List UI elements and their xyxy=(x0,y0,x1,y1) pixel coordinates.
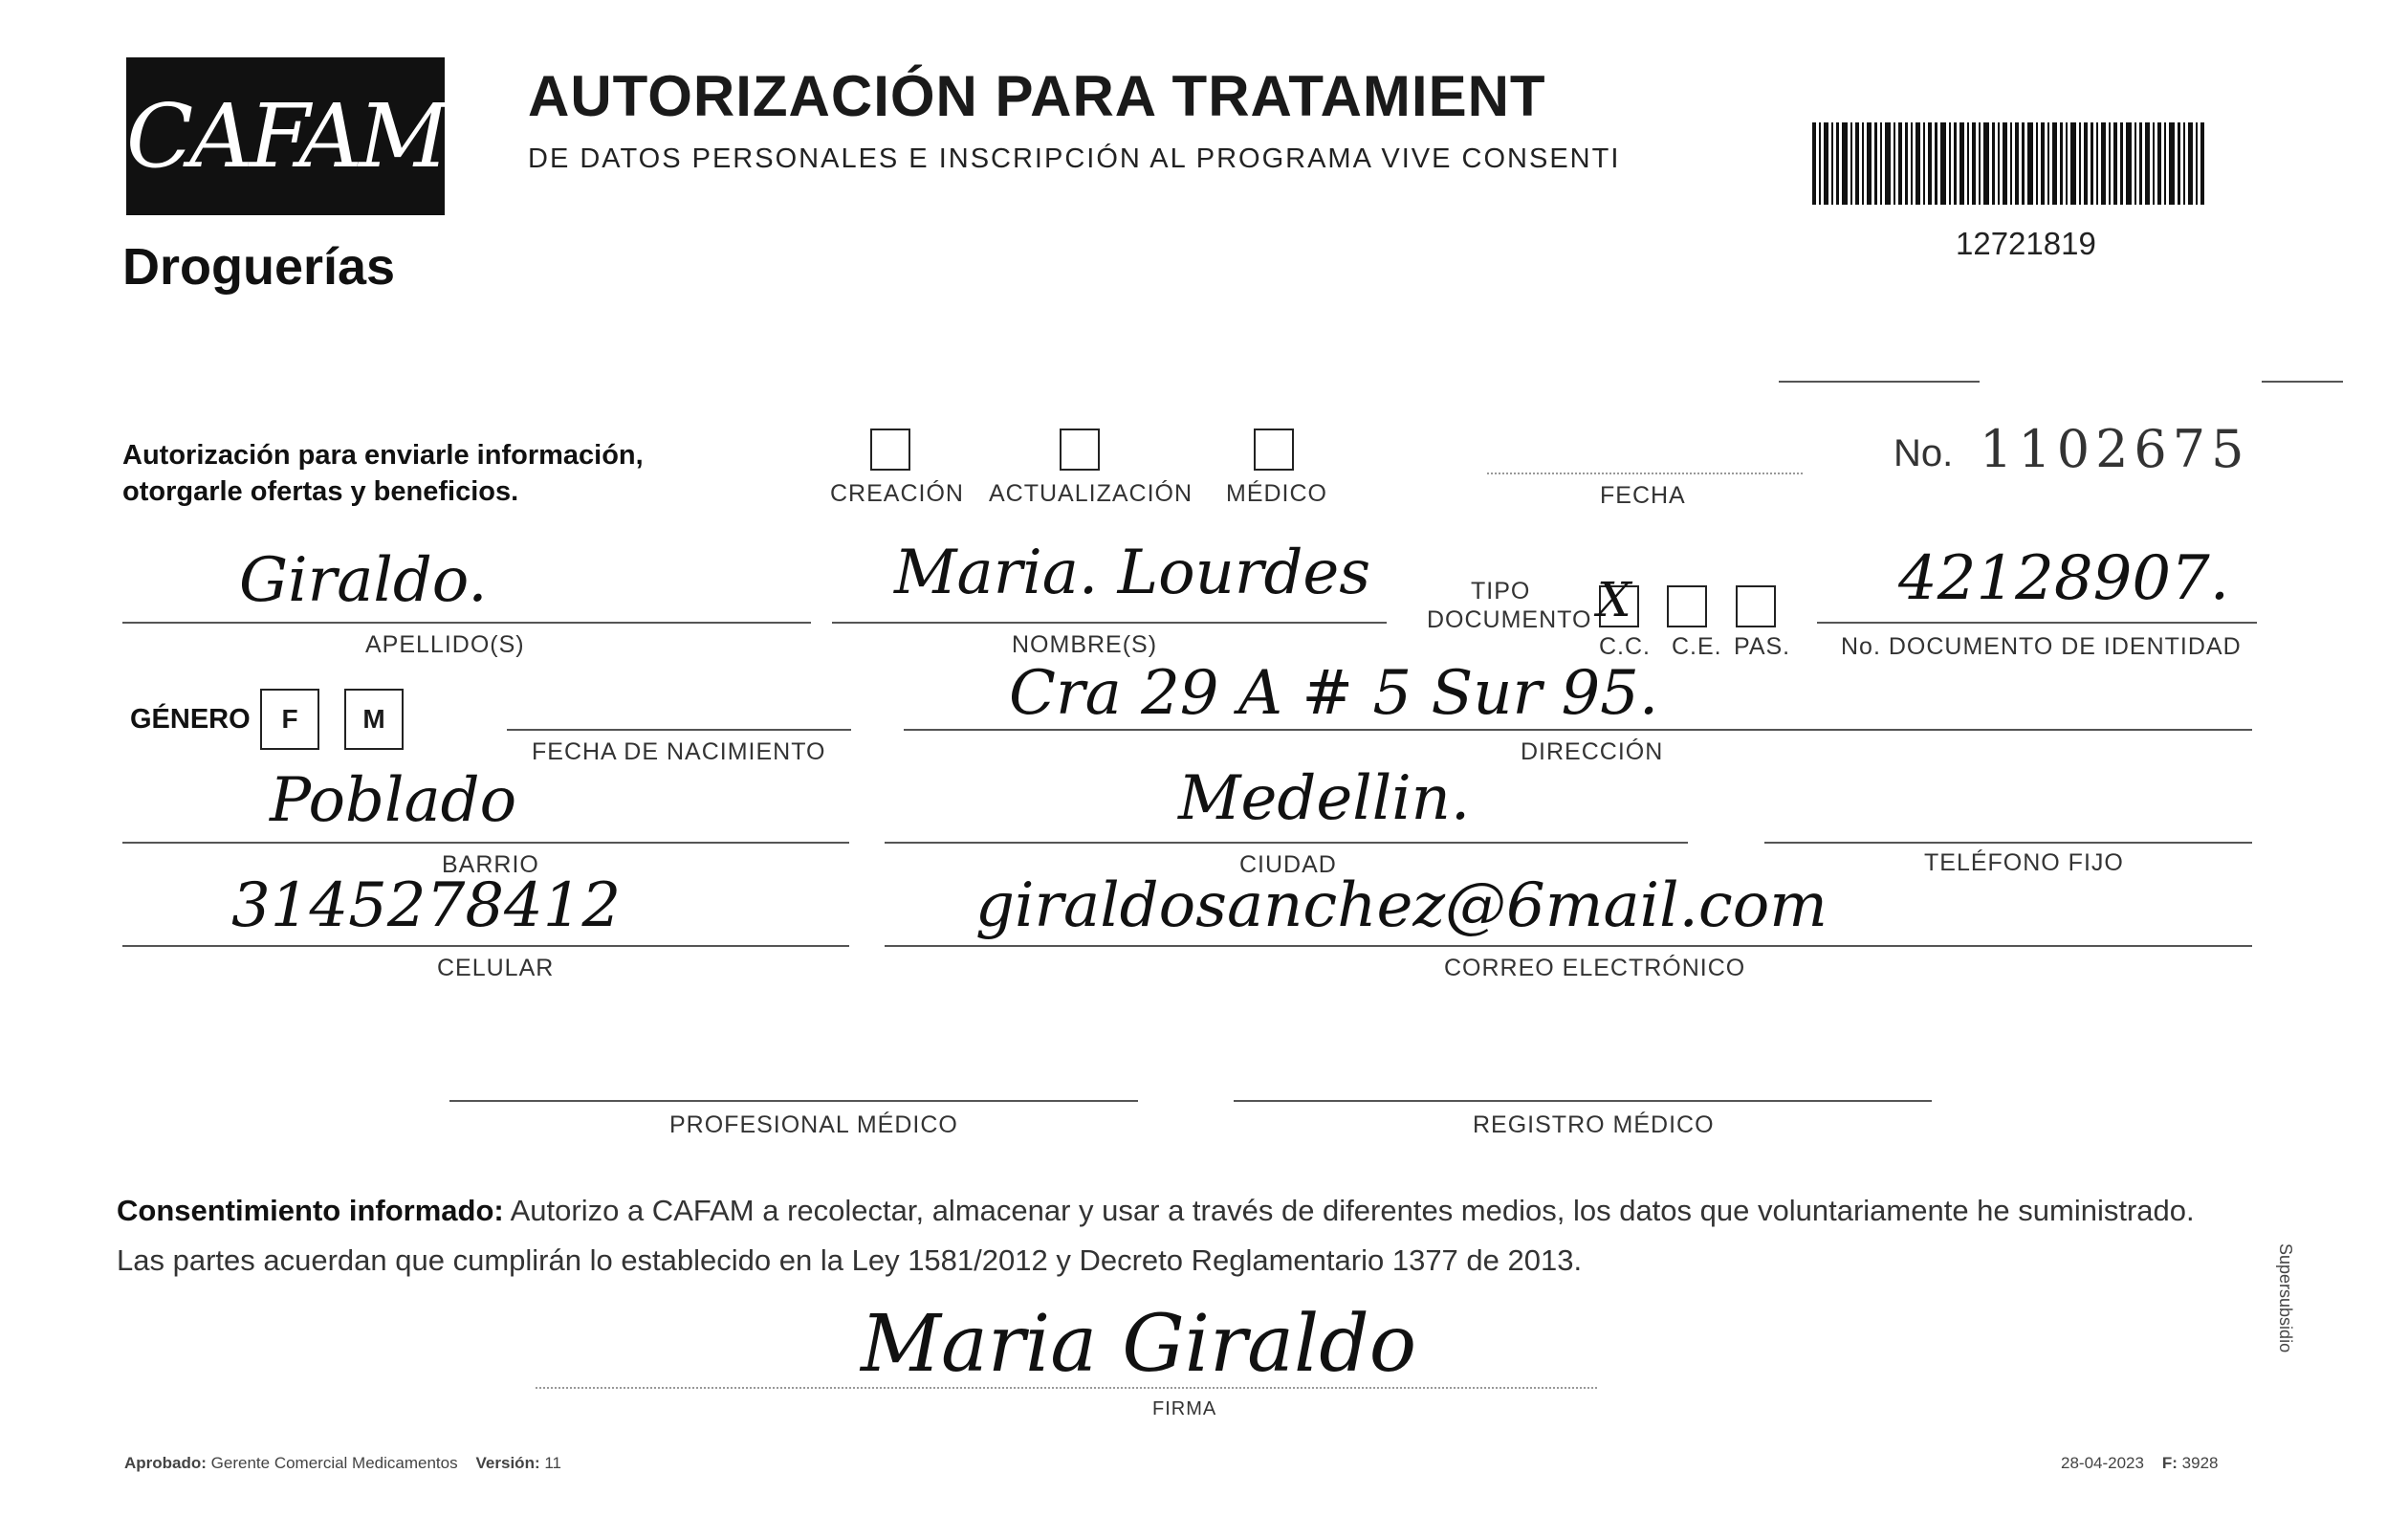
cc-mark: X xyxy=(1597,572,1631,627)
telefono-label: TELÉFONO FIJO xyxy=(1924,849,2124,876)
direccion-line[interactable] xyxy=(904,729,2252,731)
tipo-label-2: DOCUMENTO xyxy=(1427,606,1592,633)
side-text: Supersubsidio xyxy=(2276,1243,2295,1353)
ciudad-value: Medellin. xyxy=(1178,763,1471,834)
cafam-logo xyxy=(126,57,445,215)
fecha-label: FECHA xyxy=(1600,482,1686,509)
fecha-nacimiento-label: FECHA DE NACIMIENTO xyxy=(532,738,826,765)
tipo-label-1: TIPO xyxy=(1471,578,1531,605)
form-number: 1102675 xyxy=(1980,419,2250,479)
code-label: F: xyxy=(2161,1454,2178,1472)
fecha-line xyxy=(1487,473,1803,474)
intro-line-1: Autorización para enviarle información, xyxy=(122,440,644,471)
rule-line xyxy=(1779,381,1980,383)
actualizacion-checkbox[interactable] xyxy=(1060,429,1100,471)
correo-line[interactable] xyxy=(885,945,2252,947)
documento-line[interactable] xyxy=(1817,622,2257,624)
consent-title: Consentimiento informado: xyxy=(117,1194,504,1227)
approved-label: Aprobado: xyxy=(124,1454,207,1472)
documento-label: No. DOCUMENTO DE IDENTIDAD xyxy=(1841,633,2242,660)
genero-f-checkbox[interactable]: F xyxy=(260,689,319,750)
approved-value: Gerente Comercial Medicamentos xyxy=(210,1454,458,1472)
rule-line xyxy=(2262,381,2343,383)
barcode xyxy=(1812,122,2204,205)
medico-label: MÉDICO xyxy=(1226,480,1327,507)
actualizacion-label: ACTUALIZACIÓN xyxy=(989,480,1193,507)
consent-line-1: Autorizo a CAFAM a recolectar, almacenar y usar a través de diferentes medios, los datos que voluntariamente he suministrado. xyxy=(503,1194,2195,1227)
logo-text: CAFAM xyxy=(125,85,446,187)
barcode-number: 12721819 xyxy=(1956,226,2096,261)
version-value: 11 xyxy=(544,1454,562,1472)
nombre-label: NOMBRE(S) xyxy=(1012,631,1158,658)
telefono-line[interactable] xyxy=(1764,842,2252,844)
form-number-prefix: No. xyxy=(1894,432,1954,474)
page-title: AUTORIZACIÓN PARA TRATAMIENT xyxy=(528,64,1546,128)
profesional-line[interactable] xyxy=(449,1100,1138,1102)
apellido-line[interactable] xyxy=(122,622,811,624)
apellido-value: Giraldo. xyxy=(239,545,488,616)
registro-line[interactable] xyxy=(1234,1100,1932,1102)
correo-value: giraldosanchez@6mail.com xyxy=(975,870,1828,941)
genero-m-checkbox[interactable]: M xyxy=(344,689,404,750)
footer-approved xyxy=(124,1454,561,1473)
profesional-label: PROFESIONAL MÉDICO xyxy=(669,1111,958,1138)
pas-label: PAS. xyxy=(1734,633,1791,660)
registro-label: REGISTRO MÉDICO xyxy=(1473,1111,1715,1138)
nombre-line[interactable] xyxy=(832,622,1387,624)
direccion-label: DIRECCIÓN xyxy=(1521,738,1664,765)
fecha-nacimiento-line[interactable] xyxy=(507,729,851,731)
barrio-line[interactable] xyxy=(122,842,849,844)
creacion-checkbox[interactable] xyxy=(870,429,910,471)
pas-checkbox[interactable] xyxy=(1736,585,1776,627)
consent-text xyxy=(117,1186,2278,1286)
documento-value: 42128907. xyxy=(1898,543,2230,614)
ce-checkbox[interactable] xyxy=(1667,585,1707,627)
page-subtitle: DE DATOS PERSONALES E INSCRIPCIÓN AL PROGRAMA VIVE CONSENTI xyxy=(528,143,1621,174)
signature-value: Maria Giraldo xyxy=(861,1299,1417,1390)
intro-line-2: otorgarle ofertas y beneficios. xyxy=(122,476,519,507)
code-value: 3928 xyxy=(2181,1454,2219,1472)
footer-date: 28-04-2023 xyxy=(2061,1454,2144,1472)
barrio-value: Poblado xyxy=(270,765,517,836)
creacion-label: CREACIÓN xyxy=(830,480,964,507)
cc-label: C.C. xyxy=(1599,633,1651,660)
version-label: Versión: xyxy=(475,1454,540,1472)
ciudad-label: CIUDAD xyxy=(1239,851,1337,878)
celular-label: CELULAR xyxy=(437,955,555,981)
apellido-label: APELLIDO(S) xyxy=(365,631,525,658)
footer-right xyxy=(2061,1454,2218,1473)
signature-label: FIRMA xyxy=(1152,1398,1217,1419)
correo-label: CORREO ELECTRÓNICO xyxy=(1444,955,1746,981)
direccion-value: Cra 29 A # 5 Sur 95. xyxy=(1009,658,1659,729)
celular-line[interactable] xyxy=(122,945,849,947)
medico-checkbox[interactable] xyxy=(1254,429,1294,471)
genero-label: GÉNERO xyxy=(130,704,251,735)
nombre-value: Maria. Lourdes xyxy=(894,538,1371,608)
consent-line-2: Las partes acuerdan que cumplirán lo establecido en la Ley 1581/2012 y Decreto Reglamentario 1377 de 2013. xyxy=(117,1243,1583,1277)
celular-value: 3145278412 xyxy=(231,870,622,941)
ciudad-line[interactable] xyxy=(885,842,1688,844)
ce-label: C.E. xyxy=(1672,633,1722,660)
barrio-label: BARRIO xyxy=(442,851,539,878)
brand-subtitle: Droguerías xyxy=(122,238,396,296)
